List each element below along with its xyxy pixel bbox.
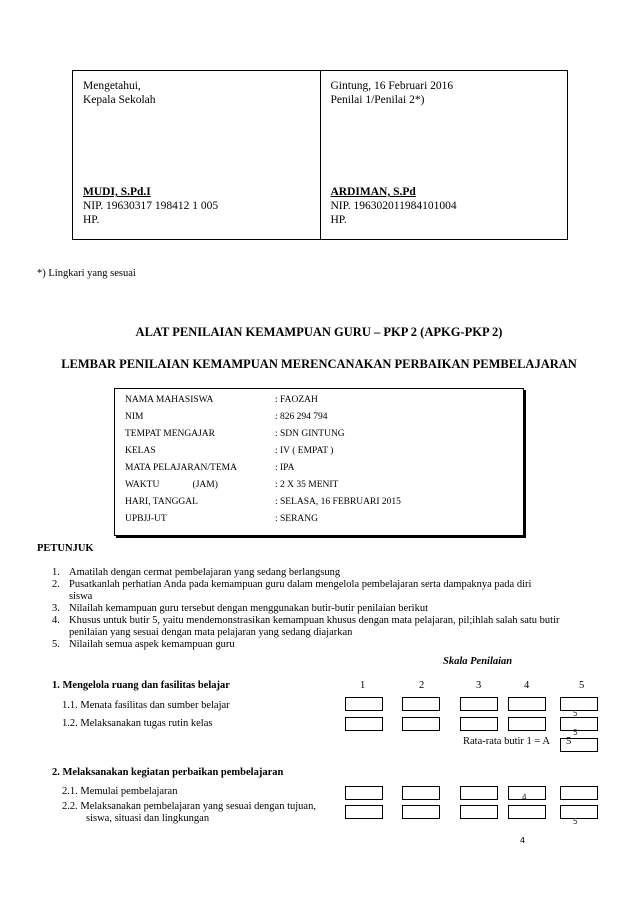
instruction-item: 1. Amatilah dengan cermat pembelajaran yang sedang berlangsung (52, 567, 341, 578)
info-label: NAMA MAHASISWA (125, 395, 214, 405)
score-box-1[interactable] (345, 697, 383, 711)
score-box-4[interactable] (508, 717, 546, 731)
scale-number: 1 (360, 680, 366, 691)
info-label: MATA PELAJARAN/TEMA (125, 463, 237, 473)
score-box-4[interactable] (508, 805, 546, 819)
instructions-heading: PETUNJUK (37, 543, 94, 554)
score-box-2[interactable] (402, 717, 440, 731)
instruction-item: 5. Nilailah semua aspek kemampuan guru (52, 639, 235, 650)
footnote: *) Lingkari yang sesuai (37, 268, 136, 279)
score-value: 5 (573, 817, 578, 826)
instruction-item: 3. Nilailah kemampuan guru tersebut dengan menggunakan butir-butir penilaian berikut (52, 603, 429, 614)
info-label: TEMPAT MENGAJAR (125, 429, 216, 439)
info-value: : SDN GINTUNG (275, 429, 345, 439)
instruction-item: 2. Pusatkanlah perhatian Anda pada kemampuan guru dalam mengelola pembelajaran serta dampaknya pada diri siswa (52, 579, 532, 602)
score-box-4[interactable] (508, 786, 546, 800)
score-box-5[interactable] (560, 805, 598, 819)
info-label: KELAS (125, 446, 156, 456)
score-box-1[interactable] (345, 786, 383, 800)
score-box-3[interactable] (460, 697, 498, 711)
scale-number: 3 (476, 680, 482, 691)
assessor-label: Penilai 1/Penilai 2*) (330, 94, 425, 106)
document-subtitle: LEMBAR PENILAIAN KEMAMPUAN MERENCANAKAN PERBAIKAN PEMBELAJARAN (61, 357, 577, 371)
info-value: : SELASA, 16 FEBRUARI 2015 (275, 497, 401, 507)
scale-number: 2 (419, 680, 425, 691)
score-value: 5 (573, 709, 578, 718)
instruction-item: 4. Khusus untuk butir 5, yaitu mendemonstrasikan kemampuan khusus dengan mata pelajaran, pil;ihlah salah satu butir penilaian yang sesuai dengan mata pelajaran yang sedang diajarkan (52, 615, 560, 638)
signature-table (72, 70, 568, 240)
score-value: 4 (522, 793, 527, 802)
section-1-item: 1.2. Melaksanakan tugas rutin kelas (62, 718, 213, 729)
score-box-2[interactable] (402, 805, 440, 819)
info-value: : 2 X 35 MENIT (275, 480, 339, 490)
principal-nip: NIP. 19630317 198412 1 005 (83, 200, 219, 212)
section-1-title: 1. Mengelola ruang dan fasilitas belajar (52, 680, 230, 691)
principal-label: Kepala Sekolah (83, 94, 156, 106)
score-box-1[interactable] (345, 805, 383, 819)
info-value: : SERANG (275, 514, 319, 524)
score-box-4[interactable] (508, 697, 546, 711)
info-label: HARI, TANGGAL (125, 497, 198, 507)
score-box-3[interactable] (460, 717, 498, 731)
section-2-item: 2.2. Melaksanakan pembelajaran yang sesuai dengan tujuan, (62, 801, 316, 812)
section-2-item: 2.1. Memulai pembelajaran (62, 786, 178, 797)
page-number: 4 (520, 836, 526, 845)
info-label: UPBJJ-UT (125, 514, 167, 524)
scale-number: 4 (524, 680, 530, 691)
principal-hp: HP. (83, 214, 100, 226)
assessor-name: ARDIMAN, S.Pd (330, 186, 416, 198)
assessor-nip: NIP. 196302011984101004 (330, 200, 457, 212)
assessor-hp: HP. (330, 214, 347, 226)
student-info-box (114, 388, 524, 536)
info-value: : FAOZAH (275, 395, 318, 405)
rating-scale-label: Skala Penilaian (443, 656, 513, 667)
section-2-item-cont: siswa, situasi dan lingkungan (86, 813, 210, 824)
score-box-5[interactable] (560, 786, 598, 800)
acknowledge-label: Mengetahui, (83, 80, 141, 92)
score-box-3[interactable] (460, 805, 498, 819)
average-value: 5 (566, 736, 572, 747)
section-1-item: 1.1. Menata fasilitas dan sumber belajar (62, 700, 230, 711)
average-label: Rata-rata butir 1 = A (463, 736, 550, 747)
info-label: NIM (125, 412, 144, 422)
score-box-1[interactable] (345, 717, 383, 731)
score-box-5[interactable] (560, 717, 598, 731)
section-2-title: 2. Melaksanakan kegiatan perbaikan pembelajaran (52, 767, 284, 778)
score-value: 5 (573, 728, 578, 737)
score-box-2[interactable] (402, 786, 440, 800)
scale-number: 5 (579, 680, 585, 691)
signature-left (73, 71, 320, 239)
signature-right (320, 71, 568, 239)
info-value: : IV ( EMPAT ) (275, 446, 334, 456)
place-date: Gintung, 16 Februari 2016 (330, 80, 454, 92)
principal-name: MUDI, S.Pd.I (83, 186, 151, 198)
score-box-3[interactable] (460, 786, 498, 800)
document-title: ALAT PENILAIAN KEMAMPUAN GURU – PKP 2 (APKG-PKP 2) (135, 325, 503, 339)
info-value: : 826 294 794 (275, 412, 328, 422)
score-box-5[interactable] (560, 697, 598, 711)
info-value: : IPA (275, 463, 295, 473)
info-label: WAKTU (JAM) (125, 480, 218, 490)
score-box-2[interactable] (402, 697, 440, 711)
